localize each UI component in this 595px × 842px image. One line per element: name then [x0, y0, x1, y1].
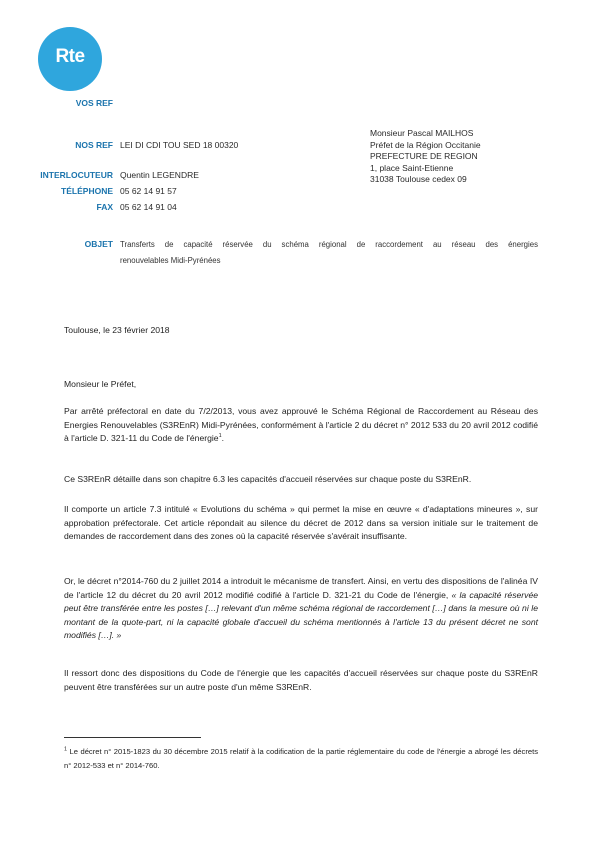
paragraph-4-text: Or, le décret n°2014-760 du 2 juillet 2014 a introduit le mécanisme de transfert. Ainsi, en vertu des dispositions de l'alinéa IV de l'article 12 du décret du 20 avril 2012 modifié codifié à l'article D. 321-21 du Code de l'énergie,	[64, 576, 538, 600]
paragraph-2: Ce S3REnR détaille dans son chapitre 6.3 les capacités d'accueil réservées sur chaque poste du S3REnR.	[64, 474, 472, 484]
paragraph-4	[64, 575, 538, 643]
recipient-line: PREFECTURE DE REGION	[370, 151, 478, 162]
paragraph-3: Il comporte un article 7.3 intitulé « Evolutions du schéma » qui permet la mise en œuvre « d'adaptations mineures », sur approbation préfectorale. Cet article répondait au silence du décret de 2012 dans sa version initiale sur le traitement de demandes de raccordement dans des zones où la capacité réservée s'avérait insuffisante.	[64, 504, 538, 542]
objet-text	[120, 237, 538, 269]
telephone-value: 05 62 14 91 57	[120, 186, 177, 196]
nos-ref-value: LEI DI CDI TOU SED 18 00320	[120, 140, 239, 150]
objet-label: OBJET	[84, 239, 113, 249]
nos-ref-label: NOS REF	[75, 140, 113, 150]
interlocuteur-label: INTERLOCUTEUR	[40, 170, 113, 180]
rte-logo	[38, 27, 102, 91]
paragraph-5: Il ressort donc des dispositions du Code de l'énergie que les capacités d'accueil réservées sur chaque poste du S3REnR peuvent être transférées sur un autre poste d'un même S3REnR.	[64, 668, 538, 692]
recipient-line: Préfet de la Région Occitanie	[370, 139, 481, 150]
footnote	[64, 745, 538, 773]
telephone-label: TÉLÉPHONE	[61, 186, 113, 196]
recipient-address	[370, 128, 481, 186]
fax-label: FAX	[96, 202, 113, 212]
logo-text: Rte	[55, 46, 85, 67]
footnote-marker: 1	[64, 746, 68, 753]
place-date: Toulouse, le 23 février 2018	[64, 325, 170, 335]
vos-ref-label: VOS REF	[75, 98, 113, 108]
objet-line: renouvelables Midi-Pyrénées	[120, 256, 221, 265]
paragraph-1-text: Par arrêté préfectoral en date du 7/2/2013, vous avez approuvé le Schéma Régional de Raccordement au Réseau des Energies Renouvelables (S3REnR) Midi-Pyrénées, conformément à l'article 2 du décret n° 2012 533 du 20 avril 2012 codifié à l'article D. 321-11 du Code de l'énergie	[64, 406, 538, 444]
interlocuteur-value: Quentin LEGENDRE	[120, 170, 199, 180]
recipient-line: Monsieur Pascal MAILHOS	[370, 128, 474, 138]
footnote-divider	[64, 737, 201, 738]
paragraph-1-end: .	[221, 433, 225, 444]
recipient-line: 1, place Saint-Etienne	[370, 162, 454, 173]
fax-value: 05 62 14 91 04	[120, 202, 177, 212]
footnote-text: Le décret n° 2015-1823 du 30 décembre 2015 relatif à la codification de la partie réglementaire du code de l'énergie a abrogé les décrets n° 2012-533 et n° 2014-760.	[64, 747, 538, 770]
objet-line: Transferts de capacité réservée du schéma régional de raccordement au réseau des énergies	[120, 240, 538, 249]
paragraph-1	[64, 405, 538, 446]
footnote-ref: 1	[218, 433, 222, 440]
recipient-line: 31038 Toulouse cedex 09	[370, 174, 467, 185]
paragraph-4-quote: « la capacité réservée peut être transférée entre les postes […] relevant d'un même schéma régional de raccordement […] dans la mesure où ni le montant de la quote-part, ni la capacité globale d'accueil du schéma mentionnés à l'article 13 du présent décret ne sont modifiés […]. »	[64, 589, 538, 641]
salutation: Monsieur le Préfet,	[64, 379, 137, 389]
